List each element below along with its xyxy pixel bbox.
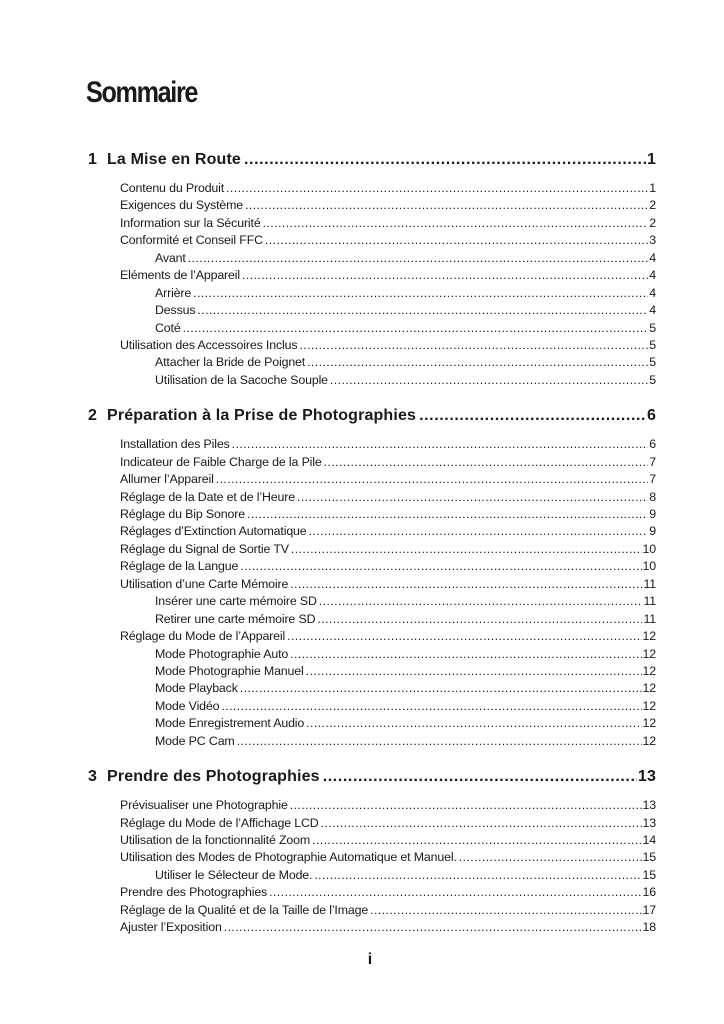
chapter-heading[interactable] bbox=[88, 407, 656, 431]
chapter-number: 3 bbox=[88, 768, 98, 786]
entry-page-number: 15 bbox=[642, 850, 656, 865]
toc-entry[interactable] bbox=[88, 885, 656, 902]
entry-label: Réglage de la Date et de l’Heure bbox=[120, 489, 295, 504]
entry-page-number: 15 bbox=[642, 867, 656, 882]
toc-entry[interactable] bbox=[88, 216, 656, 233]
entry-page-number: 9 bbox=[649, 524, 656, 539]
toc-chapter bbox=[88, 151, 656, 390]
dot-leader bbox=[263, 216, 649, 230]
dot-leader bbox=[265, 233, 648, 247]
page-number: i bbox=[367, 951, 373, 968]
entry-page-number: 5 bbox=[649, 372, 656, 387]
toc-subentry[interactable] bbox=[88, 303, 656, 320]
toc-subentry[interactable] bbox=[88, 734, 656, 751]
entry-label: Réglage du Mode de l’Appareil bbox=[120, 629, 286, 644]
entry-page-number: 11 bbox=[643, 594, 656, 609]
entry-label: Utilisation d’une Carte Mémoire bbox=[120, 576, 289, 591]
dot-leader bbox=[314, 868, 641, 882]
chapter-heading[interactable] bbox=[88, 151, 656, 175]
entry-page-number: 12 bbox=[642, 716, 656, 731]
entry-page-number: 2 bbox=[649, 198, 656, 213]
entry-label: Avant bbox=[155, 250, 186, 265]
entry-label: Insérer une carte mémoire SD bbox=[155, 594, 317, 609]
entry-label: Dessus bbox=[155, 303, 196, 318]
entry-label: Réglages d’Extinction Automatique bbox=[120, 524, 307, 539]
entry-label: Retirer une carte mémoire SD bbox=[155, 611, 316, 626]
dot-leader bbox=[269, 885, 641, 899]
entry-page-number: 3 bbox=[649, 233, 656, 248]
entry-label: Prendre des Photographies bbox=[120, 885, 268, 900]
entry-label: Réglage du Bip Sonore bbox=[120, 507, 245, 521]
toc-entry[interactable] bbox=[88, 472, 656, 489]
entry-page-number: 6 bbox=[649, 437, 656, 452]
toc-entry[interactable] bbox=[88, 198, 656, 215]
dot-leader bbox=[290, 647, 641, 661]
entry-label: Mode Photographie Manuel bbox=[155, 663, 304, 678]
entry-page-number: 18 bbox=[642, 920, 656, 935]
entry-page-number: 7 bbox=[649, 454, 656, 469]
dot-leader bbox=[370, 903, 641, 917]
toc-entry[interactable] bbox=[88, 798, 656, 815]
toc-subentry[interactable] bbox=[88, 647, 656, 664]
entry-page-number: 4 bbox=[649, 303, 656, 318]
toc-subentry[interactable] bbox=[88, 664, 656, 681]
toc-entry[interactable] bbox=[88, 490, 656, 507]
dot-leader bbox=[240, 681, 642, 695]
toc-subentry[interactable] bbox=[88, 286, 656, 303]
entry-label: Prévisualiser une Photographie bbox=[120, 798, 288, 813]
toc-chapter bbox=[88, 407, 656, 751]
entry-label: Ajuster l’Exposition bbox=[120, 920, 222, 935]
dot-leader bbox=[312, 833, 641, 847]
entry-page-number: 5 bbox=[649, 355, 656, 370]
toc-subentry[interactable] bbox=[88, 681, 656, 698]
dot-leader bbox=[309, 524, 649, 538]
toc-entry[interactable] bbox=[88, 268, 656, 285]
entry-label: Information sur la Sécurité bbox=[120, 215, 261, 230]
dot-leader bbox=[297, 490, 648, 504]
dot-leader bbox=[247, 507, 648, 521]
chapter-number: 1 bbox=[88, 151, 98, 168]
toc-chapter bbox=[88, 768, 656, 938]
chapter-title: Prendre des Photographies bbox=[107, 768, 320, 786]
entry-label: Indicateur de Faible Charge de la Pile bbox=[120, 454, 322, 469]
entry-page-number: 12 bbox=[642, 629, 656, 644]
chapter-page-number: 1 bbox=[646, 151, 656, 168]
entry-page-number: 8 bbox=[649, 489, 656, 504]
entry-label: Contenu du Produit bbox=[120, 181, 225, 195]
toc-entry[interactable] bbox=[88, 437, 656, 454]
toc-entry[interactable] bbox=[88, 338, 656, 355]
toc-entry[interactable] bbox=[88, 233, 656, 250]
toc-entry[interactable] bbox=[88, 542, 656, 559]
dot-leader bbox=[290, 577, 642, 591]
entry-page-number: 11 bbox=[643, 611, 656, 626]
toc-entry[interactable] bbox=[88, 559, 656, 576]
toc-entry[interactable] bbox=[88, 577, 656, 594]
chapter-title: La Mise en Route bbox=[107, 151, 241, 168]
entry-label: Réglage de la Qualité et de la Taille de l’Image bbox=[120, 902, 369, 917]
dot-leader bbox=[307, 355, 648, 369]
dot-leader bbox=[242, 268, 648, 282]
toc-entry[interactable] bbox=[88, 507, 656, 524]
dot-leader bbox=[221, 699, 641, 713]
dot-leader bbox=[240, 559, 641, 573]
entry-page-number: 12 bbox=[642, 698, 656, 713]
dot-leader bbox=[323, 768, 637, 786]
toc-entry[interactable] bbox=[88, 816, 656, 833]
entry-label: Utilisation de la Sacoche Souple bbox=[155, 372, 328, 387]
entry-label: Coté bbox=[155, 320, 181, 335]
toc-entry[interactable] bbox=[88, 629, 656, 646]
toc-entry[interactable] bbox=[88, 850, 656, 867]
dot-leader bbox=[193, 286, 648, 300]
entry-label: Exigences du Système bbox=[120, 198, 244, 213]
toc-subentry[interactable] bbox=[88, 699, 656, 716]
dot-leader bbox=[299, 338, 648, 352]
dot-leader bbox=[244, 151, 646, 169]
entry-label: Allumer l’Appareil bbox=[120, 472, 214, 487]
toc-subentry[interactable] bbox=[88, 321, 656, 338]
dot-leader bbox=[459, 850, 642, 864]
entry-label: Arrière bbox=[155, 285, 192, 300]
entry-page-number: 13 bbox=[642, 815, 656, 830]
entry-page-number: 12 bbox=[642, 646, 656, 661]
toc-subentry[interactable] bbox=[88, 594, 656, 611]
dot-leader bbox=[321, 816, 642, 830]
entry-label: Mode PC Cam bbox=[155, 733, 235, 748]
entry-label: Mode Playback bbox=[155, 681, 238, 696]
entry-label: Utiliser le Sélecteur de Mode. bbox=[155, 867, 313, 882]
entry-page-number: 9 bbox=[649, 507, 656, 521]
entry-label: Installation des Piles bbox=[120, 437, 230, 452]
dot-leader bbox=[245, 198, 648, 212]
entry-label: Réglage du Mode de l’Affichage LCD bbox=[120, 815, 319, 830]
dot-leader bbox=[419, 407, 646, 425]
toc-entry[interactable] bbox=[88, 524, 656, 541]
chapter-number: 2 bbox=[88, 407, 98, 425]
dot-leader bbox=[226, 181, 648, 195]
entry-label: Mode Vidéo bbox=[155, 698, 220, 713]
entry-label: Mode Photographie Auto bbox=[155, 646, 289, 661]
dot-leader bbox=[291, 542, 642, 556]
entry-page-number: 12 bbox=[642, 663, 656, 678]
dot-leader bbox=[306, 716, 641, 730]
entry-page-number: 4 bbox=[649, 268, 656, 283]
toc-entry-list bbox=[88, 437, 656, 751]
toc-entry[interactable] bbox=[88, 920, 656, 937]
entry-label: Utilisation des Modes de Photographie Automatique et Manuel. bbox=[120, 850, 457, 865]
toc-subentry[interactable] bbox=[88, 355, 656, 372]
entry-page-number: 13 bbox=[642, 798, 656, 813]
entry-page-number: 14 bbox=[642, 833, 656, 847]
dot-leader bbox=[188, 251, 649, 265]
chapter-title: Préparation à la Prise de Photographies bbox=[107, 407, 417, 425]
dot-leader bbox=[290, 798, 642, 812]
entry-page-number: 5 bbox=[649, 337, 656, 352]
dot-leader bbox=[306, 664, 642, 678]
toc-subentry[interactable] bbox=[88, 612, 656, 629]
dot-leader bbox=[317, 612, 642, 626]
toc-entry-list bbox=[88, 181, 656, 390]
entry-label: Eléments de l’Appareil bbox=[120, 268, 240, 283]
entry-page-number: 4 bbox=[649, 250, 656, 265]
dot-leader bbox=[197, 303, 648, 317]
toc-subentry[interactable] bbox=[88, 716, 656, 733]
entry-page-number: 11 bbox=[643, 576, 656, 591]
entry-label: Utilisation des Accessoires Inclus bbox=[120, 337, 298, 352]
dot-leader bbox=[324, 455, 649, 469]
entry-label: Attacher la Bride de Poignet bbox=[155, 355, 306, 370]
dot-leader bbox=[216, 472, 649, 486]
dot-leader bbox=[232, 437, 649, 451]
dot-leader bbox=[237, 734, 642, 748]
entry-page-number: 7 bbox=[649, 472, 656, 487]
entry-page-number: 12 bbox=[642, 681, 656, 696]
entry-label: Réglage de la Langue bbox=[120, 559, 239, 574]
toc-entry[interactable] bbox=[88, 833, 656, 850]
entry-page-number: 2 bbox=[649, 215, 656, 230]
page-title: Sommaire bbox=[86, 76, 198, 109]
entry-page-number: 12 bbox=[642, 733, 656, 748]
entry-label: Conformité et Conseil FFC bbox=[120, 233, 263, 248]
entry-page-number: 5 bbox=[649, 320, 656, 335]
toc-subentry[interactable] bbox=[88, 868, 656, 885]
entry-label: Utilisation de la fonctionnalité Zoom bbox=[120, 833, 311, 847]
dot-leader bbox=[330, 373, 648, 387]
entry-page-number: 4 bbox=[649, 285, 656, 300]
dot-leader bbox=[224, 920, 642, 934]
toc-entry-list bbox=[88, 798, 656, 938]
toc-entry[interactable] bbox=[88, 181, 656, 198]
chapter-heading[interactable] bbox=[88, 768, 656, 792]
entry-page-number: 1 bbox=[649, 181, 656, 195]
dot-leader bbox=[183, 321, 649, 335]
entry-page-number: 17 bbox=[642, 902, 656, 917]
entry-label: Réglage du Signal de Sortie TV bbox=[120, 541, 289, 556]
dot-leader bbox=[319, 594, 643, 608]
entry-page-number: 10 bbox=[642, 559, 656, 574]
chapter-page-number: 6 bbox=[646, 407, 656, 425]
entry-label: Mode Enregistrement Audio bbox=[155, 716, 305, 731]
chapter-page-number: 13 bbox=[637, 768, 656, 786]
table-of-contents bbox=[88, 151, 656, 955]
toc-entry[interactable] bbox=[88, 903, 656, 920]
toc-subentry[interactable] bbox=[88, 373, 656, 390]
entry-page-number: 16 bbox=[642, 885, 656, 900]
dot-leader bbox=[287, 629, 641, 643]
entry-page-number: 10 bbox=[642, 541, 656, 556]
toc-entry[interactable] bbox=[88, 455, 656, 472]
toc-subentry[interactable] bbox=[88, 251, 656, 268]
